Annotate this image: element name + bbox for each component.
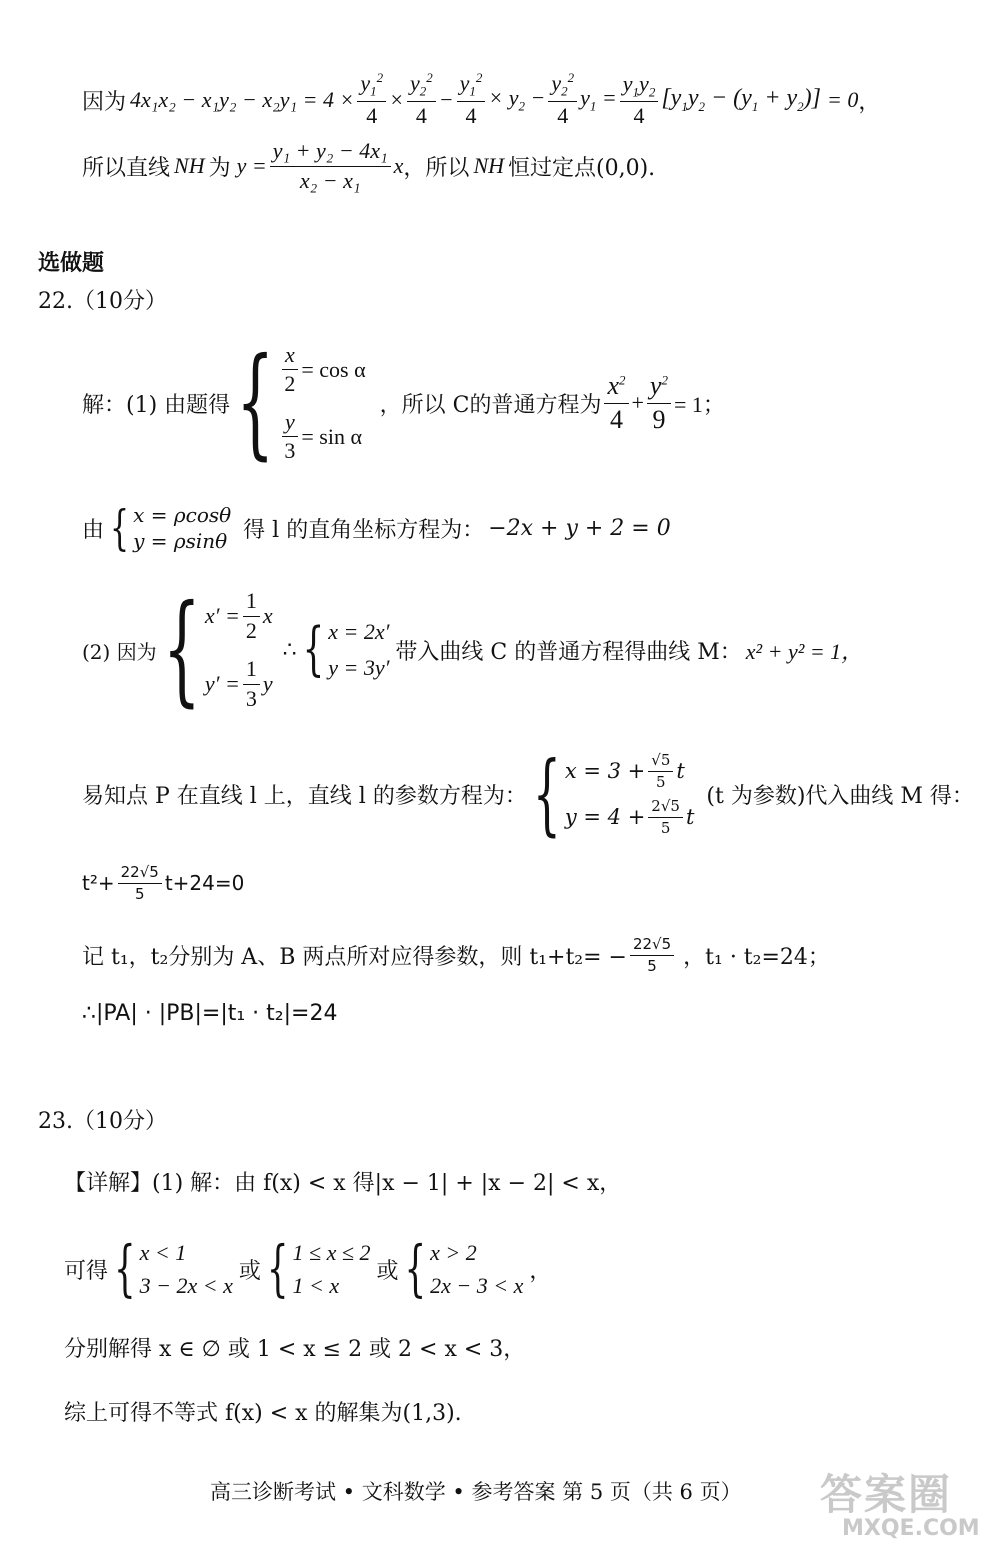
equals-one: = 1； bbox=[673, 391, 725, 417]
case-3-row-a: x > 2 bbox=[430, 1239, 477, 1265]
frac-x-den: 2 bbox=[284, 371, 296, 396]
line-param-row-y bbox=[565, 798, 695, 836]
op-times-y2: × $y_2$ − bbox=[488, 85, 546, 114]
left-brace-icon: { bbox=[266, 1233, 289, 1305]
case-system-1 bbox=[114, 1233, 233, 1305]
left-brace-icon: { bbox=[162, 580, 201, 720]
case-1-row-b: 3 − 2x < x bbox=[139, 1272, 233, 1298]
var-x-scale: x bbox=[262, 603, 273, 628]
q22-vieta bbox=[82, 930, 830, 980]
bracket-expression: $[y_1y_2 - (y_1 + y_2)]$ bbox=[661, 85, 822, 114]
frac-22sqrt5-den: 5 bbox=[134, 884, 145, 903]
left-brace-icon: { bbox=[404, 1233, 427, 1305]
frac-vieta-sum bbox=[630, 936, 674, 974]
frac-slope bbox=[270, 139, 391, 192]
scale-row-y bbox=[205, 657, 273, 710]
case-2-rows bbox=[289, 1236, 371, 1302]
frac-y2sq-4-b: $\frac{y_2^2}{4}$ bbox=[548, 71, 577, 128]
watermark-logo: 答案圈 bbox=[820, 1470, 953, 1519]
label-nh: NH bbox=[174, 153, 205, 178]
q22-conclusion: ∴|PA| · |PB|=|t₁ · t₂|=24 bbox=[82, 1000, 338, 1026]
identity-lhs: 4x₁x₂ − x₁y₂ − x₂y₁ = 4 × bbox=[130, 87, 355, 112]
param-system-c bbox=[236, 333, 366, 473]
frac-sqrt5-num: √5 bbox=[648, 752, 673, 772]
param-t-y: t bbox=[685, 805, 695, 829]
text-is: 为 bbox=[208, 155, 231, 181]
frac-y1sq-4: $\frac{y_1^2}{4}$ bbox=[357, 71, 386, 128]
line-param-rows bbox=[561, 748, 695, 840]
var-x: x bbox=[393, 153, 404, 178]
polar-row-x: x = ρcosθ bbox=[133, 503, 232, 527]
text-or-1: 或 bbox=[238, 1258, 261, 1284]
frac-22sqrt5-num: 22√5 bbox=[118, 864, 162, 884]
q22-p1-mid: ，所以 C的普通方程为 bbox=[379, 392, 602, 418]
scale-row-x bbox=[205, 589, 273, 642]
t-squared: t²+ bbox=[82, 871, 115, 895]
frac-half: $\frac{1}{2}$ bbox=[243, 589, 260, 642]
inverse-row-x: x = 2x′ bbox=[328, 619, 390, 644]
left-brace-icon: { bbox=[114, 1233, 136, 1305]
label-nh-2: NH bbox=[473, 153, 504, 178]
frac-y-den: 3 bbox=[284, 438, 296, 463]
q23-solutions: 分别解得 x ∈ ∅ 或 1 < x ≤ 2 或 2 < x < 3， bbox=[64, 1336, 526, 1362]
op-plus: + bbox=[631, 390, 644, 415]
frac-y-3 bbox=[281, 410, 298, 463]
left-brace-icon: { bbox=[110, 500, 130, 556]
inverse-system-rows bbox=[324, 614, 389, 686]
text-or-2: 或 bbox=[376, 1258, 399, 1284]
line-param-system bbox=[532, 743, 695, 845]
q22-part1 bbox=[82, 334, 725, 472]
op-minus: − bbox=[438, 87, 454, 112]
cos-alpha: = cos α bbox=[301, 356, 366, 382]
case-2-row-b: 1 < x bbox=[292, 1272, 340, 1298]
text-vieta: 记 t₁，t₂分别为 A、B 两点所对应得参数，则 t₁+t₂= − bbox=[82, 944, 627, 970]
term-y1: $y_1$ = bbox=[580, 85, 617, 114]
frac-2sqrt5-num: 2√5 bbox=[648, 798, 683, 818]
y-eq-4-plus: y = 4 + bbox=[564, 805, 646, 829]
case-system-2 bbox=[266, 1233, 371, 1305]
q23-part1: 【详解】(1) 解：由 f(x) < x 得|x − 1| + |x − 2| < x， bbox=[64, 1170, 622, 1196]
x-eq-3-plus: x = 3 + bbox=[564, 759, 646, 783]
line-param-row-x bbox=[565, 752, 695, 790]
line-l-equation: −2x + y + 2 = 0 bbox=[488, 515, 671, 541]
q22-parametric-line bbox=[82, 743, 974, 845]
x-prime-eq: x′ = bbox=[204, 603, 240, 628]
param-row-y bbox=[278, 410, 365, 463]
q22-p1-prefix: 解：(1) 由题得 bbox=[82, 392, 231, 418]
text-point-p: 易知点 P 在直线 l 上，直线 l 的参数方程为： bbox=[82, 783, 527, 809]
text-because: 因为 bbox=[82, 89, 127, 115]
case-3-rows bbox=[426, 1236, 523, 1302]
comma-end: ， bbox=[529, 1258, 552, 1284]
frac-vieta-den: 5 bbox=[647, 956, 657, 975]
q22-quadratic bbox=[82, 858, 244, 908]
slope-numerator: y₁ + y₂ − 4x₁ bbox=[270, 139, 391, 166]
frac-y1sq-4-b: $\frac{y_1^2}{4}$ bbox=[457, 71, 486, 128]
frac-x-2 bbox=[281, 343, 298, 396]
left-brace-icon: { bbox=[532, 743, 561, 845]
frac-x2-4: $\frac{x^2}{4}$ bbox=[604, 372, 628, 434]
param-system-rows bbox=[274, 336, 365, 470]
text-t-param: (t 为参数)代入曲线 M 得： bbox=[706, 783, 974, 809]
frac-y2sq-4: $\frac{y_2^2}{4}$ bbox=[407, 71, 436, 128]
page-footer: 高三诊断考试 • 文科数学 • 参考答案 第 5 页（共 6 页） bbox=[210, 1480, 742, 1504]
var-y-scale: y bbox=[262, 671, 273, 696]
q23-title: 23.（10分） bbox=[38, 1108, 167, 1134]
text-so-line: 所以直线 bbox=[82, 155, 171, 181]
text-vieta-product: ，t₁ · t₂=24； bbox=[683, 944, 830, 970]
scale-system-rows bbox=[201, 582, 273, 718]
case-system-3 bbox=[404, 1233, 524, 1305]
line-nh-equation bbox=[82, 134, 655, 198]
q23-cases bbox=[64, 1234, 551, 1304]
frac-x-num: x bbox=[282, 343, 298, 370]
text-so: ，所以 bbox=[403, 155, 470, 181]
q22-title: 22.（10分） bbox=[38, 288, 167, 314]
y-equals: y = bbox=[236, 153, 267, 178]
inverse-row-y: y = 3y′ bbox=[328, 655, 390, 680]
q22-part2 bbox=[82, 580, 863, 720]
left-brace-icon: { bbox=[302, 616, 325, 684]
q23-final: 综上可得不等式 f(x) < x 的解集为(1,3). bbox=[64, 1400, 462, 1426]
watermark-url: MXQE.COM bbox=[842, 1516, 980, 1541]
text-from: 由 bbox=[82, 517, 105, 543]
frac-y2-9: $\frac{y^2}{9}$ bbox=[647, 372, 671, 434]
polar-row-y: y = ρsinθ bbox=[133, 529, 228, 553]
frac-y-num: y bbox=[282, 410, 298, 437]
text-substitute-curve: 带入曲线 C 的普通方程得曲线 M： bbox=[395, 639, 742, 665]
inverse-system bbox=[303, 614, 390, 686]
left-brace-icon: { bbox=[236, 333, 275, 473]
quadratic-tail: t+24=0 bbox=[164, 871, 245, 895]
case-1-row-a: x < 1 bbox=[139, 1239, 187, 1265]
text-obtain: 可得 bbox=[64, 1258, 109, 1284]
identity-equals-zero: = 0 bbox=[827, 87, 859, 112]
frac-2sqrt5-5: $\frac{2√5}{5}$ bbox=[648, 798, 683, 836]
sin-alpha: = sin α bbox=[301, 423, 362, 449]
case-3-row-b: 2x − 3 < x bbox=[430, 1272, 524, 1298]
elective-heading: 选做题 bbox=[38, 250, 105, 276]
frac-22sqrt5-5 bbox=[118, 864, 162, 902]
frac-vieta-num: 22√5 bbox=[630, 936, 674, 956]
param-row-x bbox=[278, 343, 365, 396]
text-line-cartesian: 得 l 的直角坐标方程为： bbox=[243, 517, 485, 543]
op-times: × bbox=[389, 87, 405, 112]
case-2-row-a: 1 ≤ x ≤ 2 bbox=[292, 1239, 371, 1265]
curve-m-equation: x² + y² = 1， bbox=[745, 638, 864, 664]
therefore-icon: ∴ bbox=[282, 637, 297, 663]
param-t-x: t bbox=[676, 759, 685, 783]
text-fixed-point: 恒过定点(0,0). bbox=[508, 155, 656, 181]
scale-system bbox=[163, 582, 273, 718]
slope-denominator: x₂ − x₁ bbox=[299, 167, 361, 193]
frac-third: $\frac{1}{3}$ bbox=[243, 657, 260, 710]
y-prime-eq: y′ = bbox=[204, 671, 240, 696]
line-symmetric-identity bbox=[82, 70, 880, 130]
case-1-rows bbox=[136, 1236, 233, 1302]
frac-sqrt5-5: $\frac{√5}{5}$ bbox=[648, 752, 673, 790]
q22-p2-prefix: (2) 因为 bbox=[82, 639, 157, 664]
comma: ， bbox=[858, 89, 881, 115]
frac-y1y2-4: $\frac{y_1y_2}{4}$ bbox=[620, 72, 659, 129]
